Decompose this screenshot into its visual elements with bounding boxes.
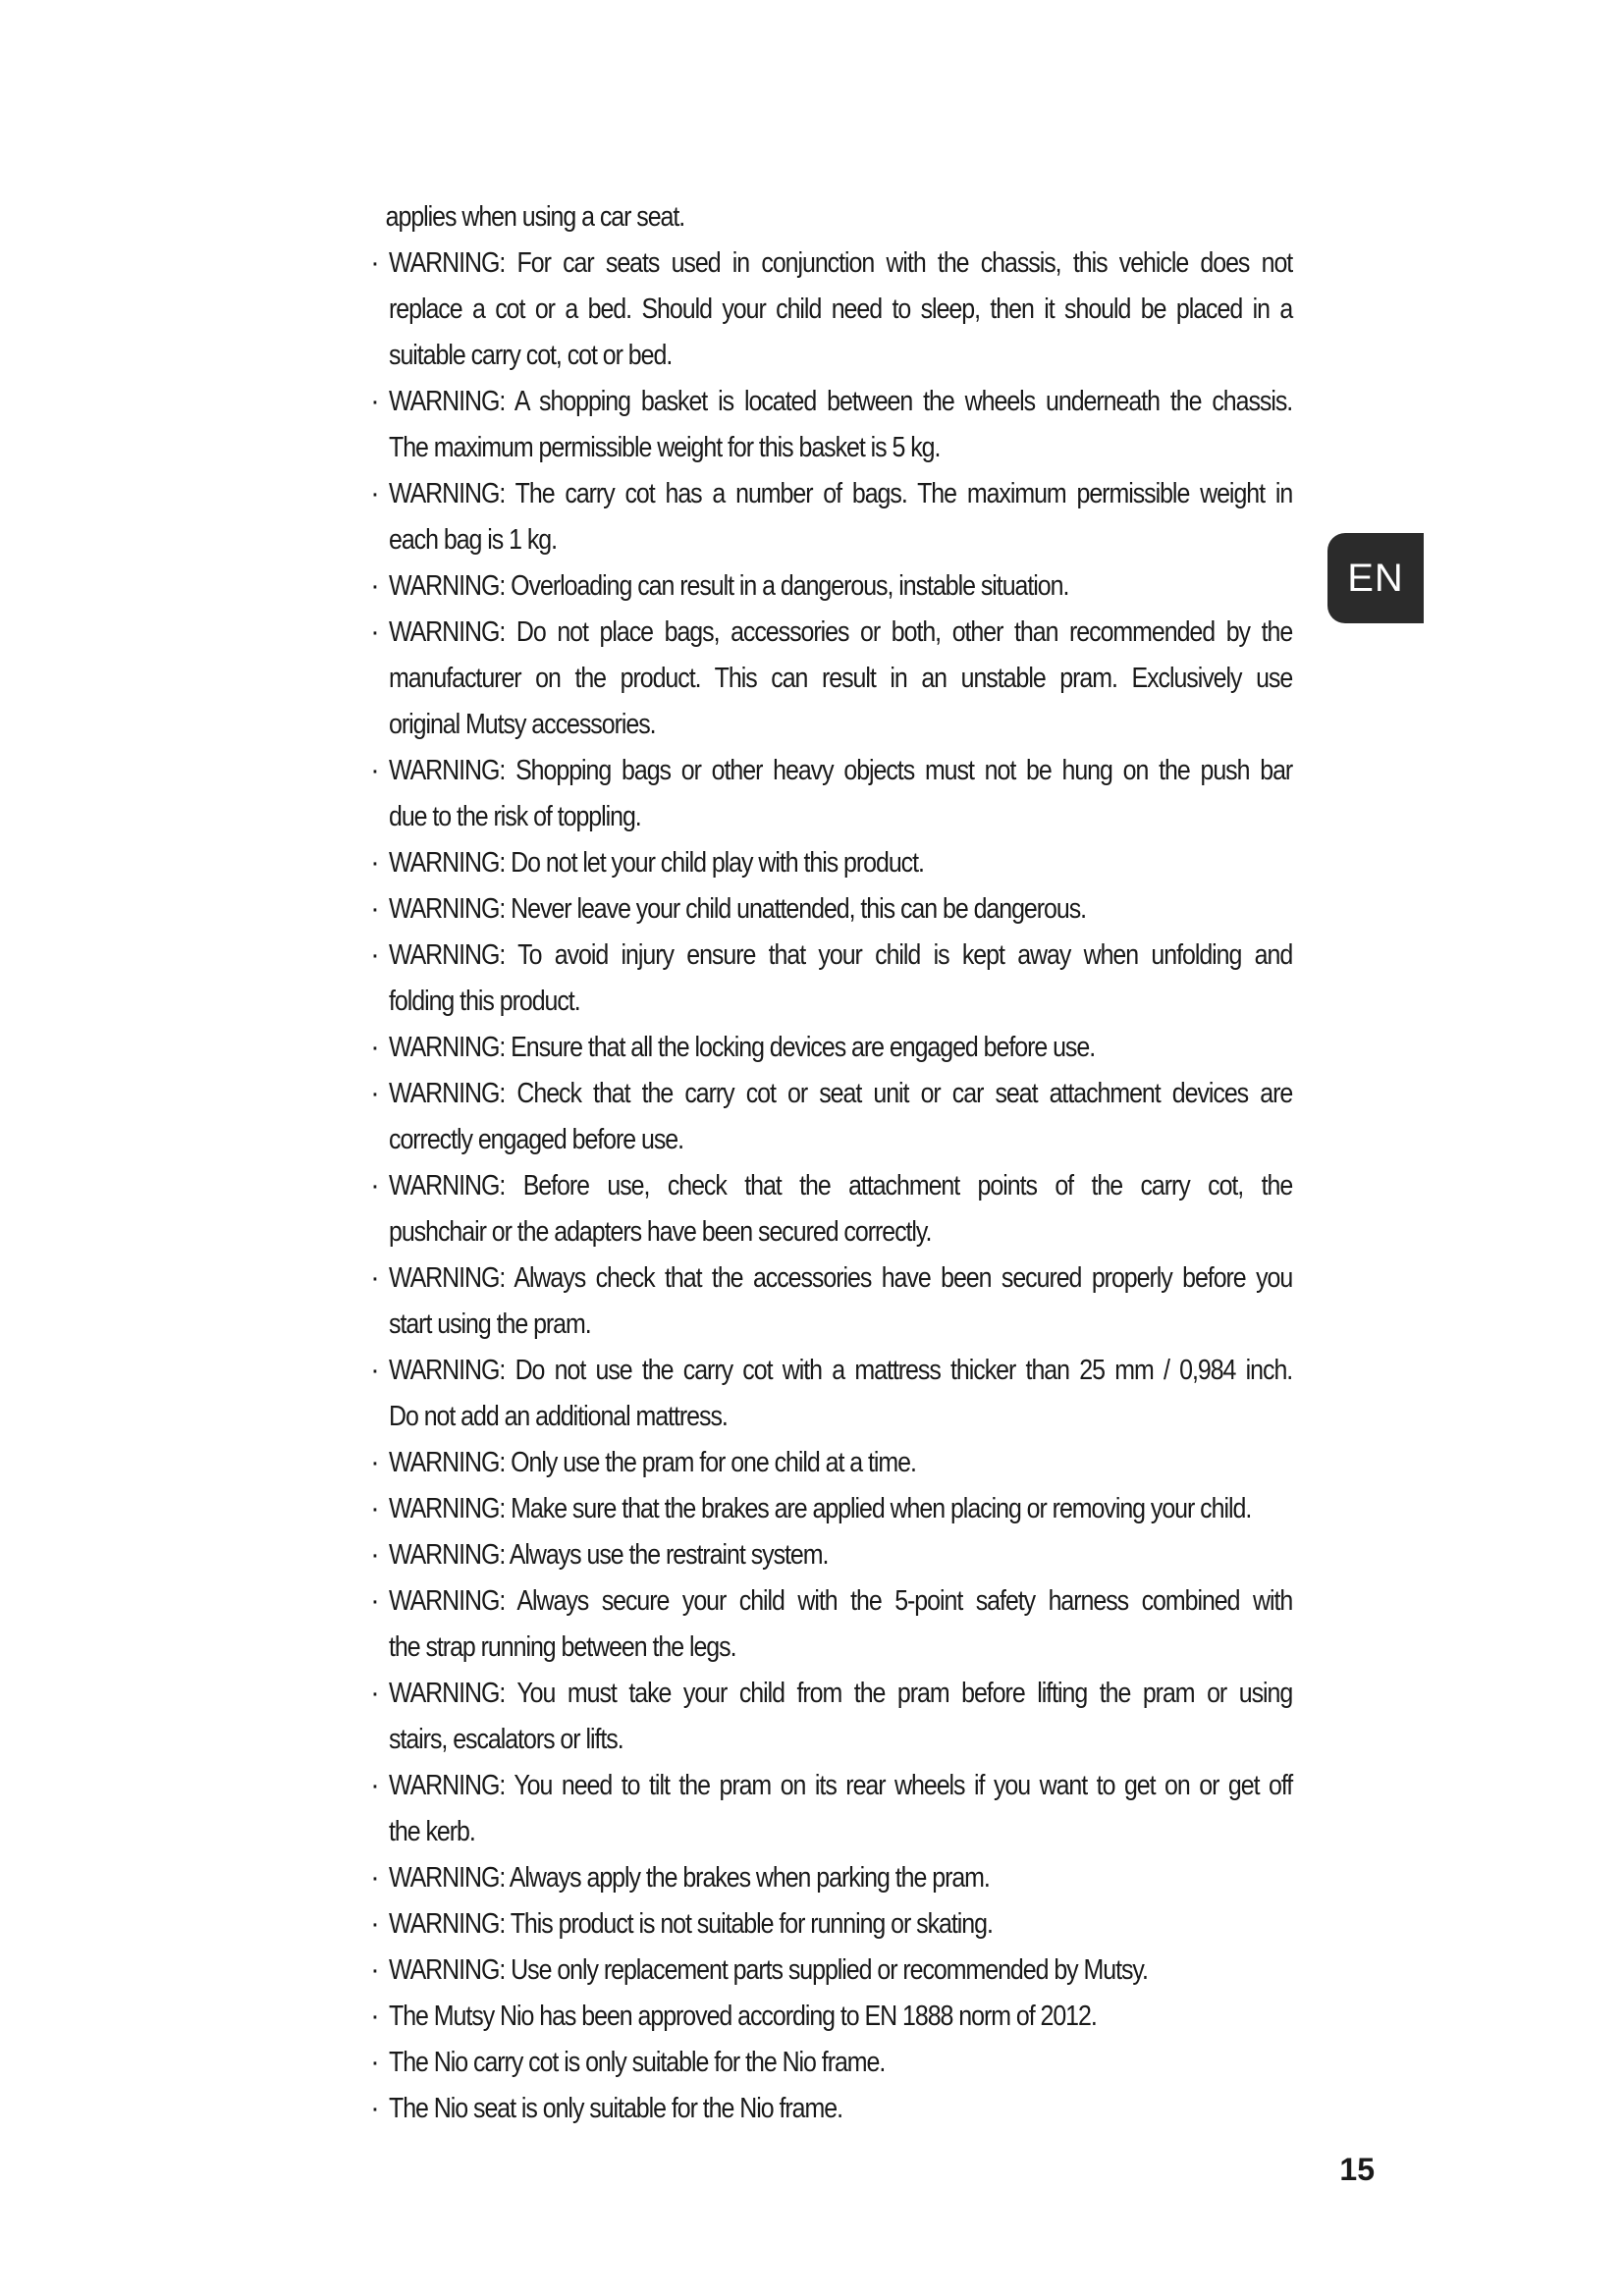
items-container	[365, 240, 1293, 2132]
list-item	[365, 1578, 1293, 1671]
bullet-icon: ·	[370, 1170, 380, 1201]
bullet-icon: ·	[370, 1262, 380, 1294]
item-line: folding this product.	[389, 986, 580, 1017]
list-item	[365, 1671, 1293, 1763]
bullet-icon: ·	[370, 755, 380, 786]
list-item	[365, 1025, 1269, 1071]
list-item	[365, 1901, 1269, 1948]
language-tab	[1327, 533, 1424, 623]
bullet-icon: ·	[370, 2047, 380, 2078]
item-line: The maximum permissible weight for this basket is 5 kg.	[389, 432, 941, 463]
list-item	[365, 563, 1269, 610]
bullet-icon: ·	[370, 478, 380, 509]
bullet-icon: ·	[370, 2093, 380, 2124]
list-item	[365, 1255, 1293, 1348]
list-item	[365, 1071, 1293, 1163]
item-line: WARNING: Make sure that the brakes are applied when placing or removing your child.	[389, 1493, 1252, 1524]
list-item	[365, 1440, 1269, 1486]
bullet-icon: ·	[370, 1862, 380, 1894]
item-line: The Mutsy Nio has been approved according to EN 1888 norm of 2012.	[389, 2001, 1097, 2032]
list-item	[365, 240, 1293, 379]
item-line: WARNING: Overloading can result in a dangerous, instable situation.	[389, 570, 1069, 602]
item-line: WARNING: Shopping bags or other heavy objects must not be hung on the push bar	[389, 755, 1293, 786]
list-item	[365, 2040, 1269, 2086]
bullet-icon: ·	[370, 1032, 380, 1063]
bullet-icon: ·	[370, 1770, 380, 1801]
item-line: manufacturer on the product. This can result in an unstable pram. Exclusively use	[389, 663, 1293, 694]
item-line: WARNING: Use only replacement parts supplied or recommended by Mutsy.	[389, 1954, 1148, 1986]
item-line: original Mutsy accessories.	[389, 709, 656, 740]
bullet-icon: ·	[370, 386, 380, 417]
item-line: WARNING: Do not use the carry cot with a mattress thicker than 25 mm / 0,984 inch.	[389, 1355, 1293, 1386]
continuation-line: applies when using a car seat.	[385, 201, 685, 233]
item-line: WARNING: Do not let your child play with this product.	[389, 847, 924, 879]
bullet-icon: ·	[370, 1539, 380, 1571]
item-line: Do not add an additional mattress.	[389, 1401, 728, 1432]
item-line: WARNING: Always secure your child with the 5-point safety harness combined with	[389, 1585, 1293, 1617]
item-line: WARNING: Always use the restraint system.	[389, 1539, 829, 1571]
item-line: correctly engaged before use.	[389, 1124, 684, 1155]
list-item	[365, 1855, 1269, 1901]
item-line: WARNING: Always check that the accessories have been secured properly before you	[389, 1262, 1293, 1294]
item-line: The Nio carry cot is only suitable for the Nio frame.	[389, 2047, 886, 2078]
item-line: WARNING: The carry cot has a number of bags. The maximum permissible weight in	[389, 478, 1293, 509]
bullet-icon: ·	[370, 1493, 380, 1524]
list-item	[365, 1763, 1293, 1855]
bullet-icon: ·	[370, 1585, 380, 1617]
page-number: 15	[1339, 2152, 1375, 2187]
item-line: WARNING: To avoid injury ensure that your child is kept away when unfolding and	[389, 939, 1293, 971]
list-item	[365, 1994, 1269, 2040]
list-item	[365, 1532, 1269, 1578]
list-item	[365, 840, 1269, 886]
list-item	[365, 2086, 1269, 2132]
bullet-icon: ·	[370, 2001, 380, 2032]
bullet-icon: ·	[370, 1954, 380, 1986]
item-line: pushchair or the adapters have been secured correctly.	[389, 1216, 932, 1248]
bullet-icon: ·	[370, 1447, 380, 1478]
list-item	[365, 933, 1293, 1025]
list-item	[365, 748, 1293, 840]
bullet-icon: ·	[370, 1908, 380, 1940]
bullet-icon: ·	[370, 1355, 380, 1386]
item-line: WARNING: Only use the pram for one child at a time.	[389, 1447, 916, 1478]
item-line: the strap running between the legs.	[389, 1631, 736, 1663]
item-line: WARNING: Ensure that all the locking devices are engaged before use.	[389, 1032, 1096, 1063]
list-item	[365, 1163, 1293, 1255]
item-line: WARNING: Always apply the brakes when parking the pram.	[389, 1862, 990, 1894]
item-line: WARNING: This product is not suitable for running or skating.	[389, 1908, 993, 1940]
bullet-icon: ·	[370, 570, 380, 602]
item-line: start using the pram.	[389, 1308, 591, 1340]
item-line: WARNING: Never leave your child unattended, this can be dangerous.	[389, 893, 1087, 925]
bullet-icon: ·	[370, 893, 380, 925]
list-item	[365, 471, 1293, 563]
bullet-icon: ·	[370, 1078, 380, 1109]
list-item	[365, 886, 1269, 933]
item-line: each bag is 1 kg.	[389, 524, 558, 556]
bullet-icon: ·	[370, 1678, 380, 1709]
item-line: suitable carry cot, cot or bed.	[389, 340, 673, 371]
list-item	[365, 1348, 1293, 1440]
list-item	[365, 1486, 1269, 1532]
language-tab-label: EN	[1347, 556, 1404, 600]
item-line: WARNING: For car seats used in conjunction with the chassis, this vehicle does not	[389, 247, 1293, 279]
item-line: WARNING: Check that the carry cot or seat unit or car seat attachment devices are	[389, 1078, 1293, 1109]
item-line: WARNING: Do not place bags, accessories or both, other than recommended by the	[389, 616, 1293, 648]
bullet-icon: ·	[370, 247, 380, 279]
warning-list	[365, 194, 1293, 2132]
item-line: due to the risk of toppling.	[389, 801, 641, 832]
item-line: WARNING: A shopping basket is located between the wheels underneath the chassis.	[389, 386, 1293, 417]
bullet-icon: ·	[370, 616, 380, 648]
item-line: WARNING: You must take your child from the pram before lifting the pram or using	[389, 1678, 1293, 1709]
bullet-icon: ·	[370, 939, 380, 971]
item-line: WARNING: Before use, check that the attachment points of the carry cot, the	[389, 1170, 1293, 1201]
bullet-icon: ·	[370, 847, 380, 879]
item-line: stairs, escalators or lifts.	[389, 1724, 623, 1755]
item-line: The Nio seat is only suitable for the Nio frame.	[389, 2093, 842, 2124]
list-item	[365, 610, 1293, 748]
item-line: the kerb.	[389, 1816, 475, 1847]
list-item	[365, 379, 1293, 471]
list-item	[365, 1948, 1269, 1994]
item-line: WARNING: You need to tilt the pram on its rear wheels if you want to get on or get off	[389, 1770, 1293, 1801]
item-line: replace a cot or a bed. Should your child need to sleep, then it should be placed in a	[389, 294, 1293, 325]
